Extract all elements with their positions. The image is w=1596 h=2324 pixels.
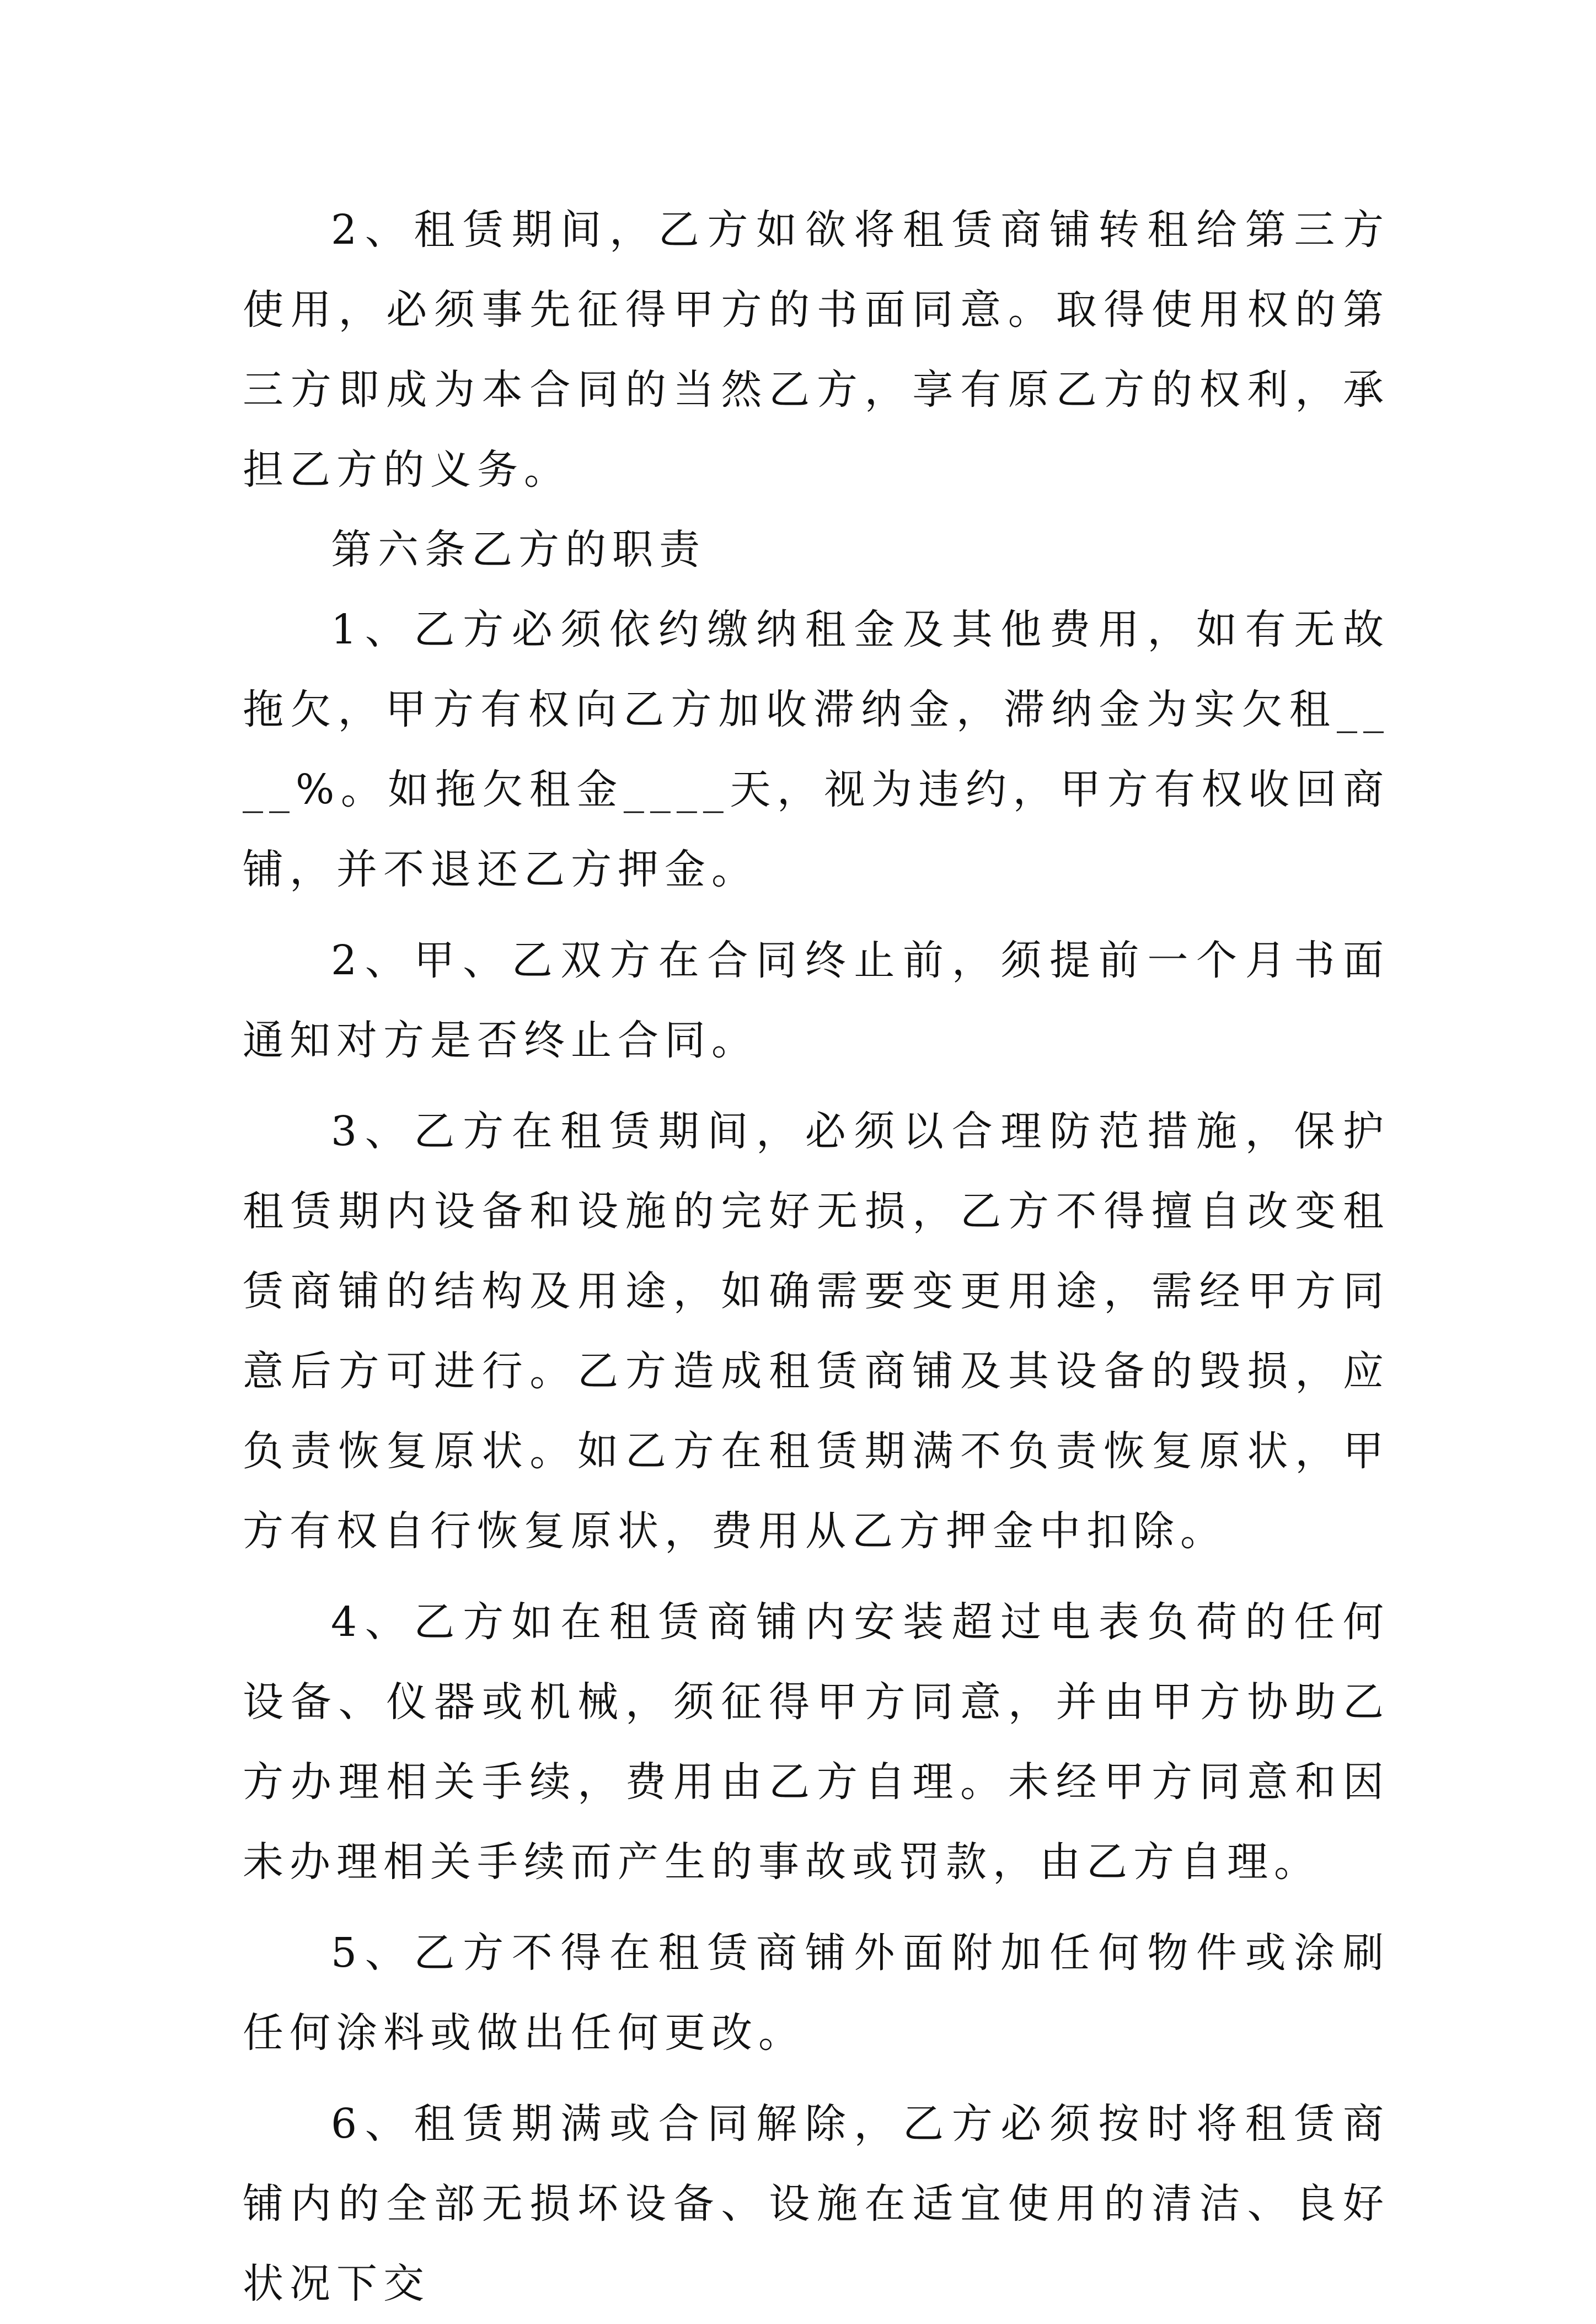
paragraph-handover: 6、租赁期满或合同解除，乙方必须按时将租赁商铺内的全部无损坏设备、设施在适宜使用的清洁、良好状况下交 — [243, 2100, 1390, 2307]
paragraph-gap — [243, 1081, 1390, 1092]
paragraph-gap — [243, 2073, 1390, 2084]
paragraph-exterior: 5、乙方不得在租赁商铺外面附加任何物件或涂刷任何涂料或做出任何更改。 — [243, 1929, 1390, 2057]
paragraph-gap — [243, 1902, 1390, 1913]
paragraph-sublet: 2、租赁期间，乙方如欲将租赁商铺转租给第三方使用，必须事先征得甲方的书面同意。取得使用权的第三方即成为本合同的当然乙方，享有原乙方的权利，承担乙方的义务。 — [243, 206, 1390, 493]
paragraph-termination-notice: 2、甲、乙双方在合同终止前，须提前一个月书面通知对方是否终止合同。 — [243, 937, 1390, 1064]
paragraph-electrical-load: 4、乙方如在租赁商铺内安装超过电表负荷的任何设备、仪器或机械，须征得甲方同意，并由甲方协助乙方办理相关手续，费用由乙方自理。未经甲方同意和因未办理相关手续而产生的事故或罚款，由乙方自理。 — [243, 1598, 1390, 1886]
paragraph-gap — [243, 1571, 1390, 1582]
paragraph-rent-payment: 1、乙方必须依约缴纳租金及其他费用，如有无故拖欠，甲方有权向乙方加收滞纳金，滞纳金为实欠租____%。如拖欠租金____天，视为违约，甲方有权收回商铺，并不退还乙方押金。 — [243, 606, 1390, 893]
section-heading-article-6: 第六条乙方的职责 — [331, 526, 706, 573]
paragraph-equipment-care: 3、乙方在租赁期间，必须以合理防范措施，保护租赁期内设备和设施的完好无损，乙方不得擅自改变租赁商铺的结构及用途，如确需要变更用途，需经甲方同意后方可进行。乙方造成租赁商铺及其设备的毁损，应负责恢复原状。如乙方在租赁期满不负责恢复原状，甲方有权自行恢复原状，费用从乙方押金中扣除。 — [243, 1108, 1390, 1555]
paragraph-gap — [243, 910, 1390, 921]
document-body — [243, 190, 1390, 2324]
